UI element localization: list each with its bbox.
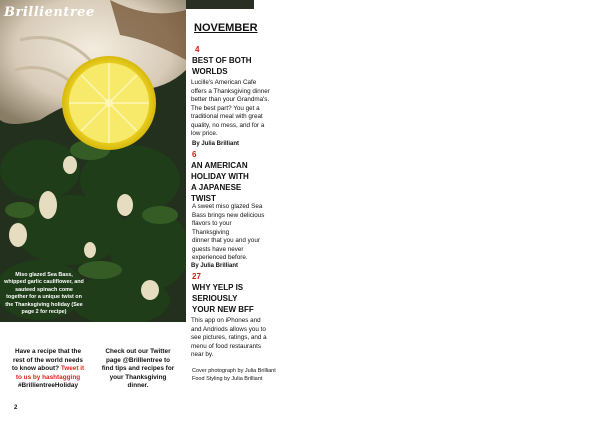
body-line: This app on iPhones and	[191, 317, 261, 324]
body-line: menu of food restaurants	[191, 342, 262, 350]
headline-line: AN AMERICAN	[191, 161, 248, 170]
month-heading: NOVEMBER	[194, 22, 258, 34]
headline-line: WORLDS	[192, 67, 228, 76]
promo-line: your Thanksgiving	[109, 373, 167, 381]
photo-caption: Miso glazed Sea Bass, whipped garlic cauliflower, and sauteed spinach come together for a unique twist on the Thanksgiving holiday (See page 2 for recipe)	[4, 272, 84, 316]
article-day-number: 27	[192, 272, 201, 281]
headline-line: SERIOUSLY	[192, 294, 238, 303]
body-line: Lucille's American Cafe	[191, 79, 257, 86]
headline-line: YOUR NEW BFF	[192, 305, 254, 314]
article-headline	[192, 55, 252, 77]
promo-highlight: Tweet it	[60, 365, 85, 372]
body-line: experienced before.	[192, 254, 248, 261]
body-line: Bass brings new delicious	[192, 211, 265, 219]
credit-line: Cover photograph by Julia Brilliant	[192, 368, 276, 374]
promo-line: Have a recipe that the	[14, 348, 82, 355]
article-headline	[192, 282, 254, 315]
body-line: guests have never	[192, 245, 244, 253]
article-headline	[191, 160, 249, 204]
body-line: flavors to your	[192, 220, 232, 227]
body-line: better than your Grandma's.	[191, 96, 270, 103]
article-body	[191, 79, 270, 139]
headline-line: WHY YELP IS	[192, 283, 244, 292]
twitter-promo	[96, 348, 180, 391]
body-line: The best part? You get a	[191, 104, 260, 112]
hashtag-promo	[6, 348, 90, 391]
body-line: dinner that you and your	[192, 237, 260, 244]
headline-line: BEST OF BOTH	[192, 56, 252, 65]
photo-credits	[192, 368, 276, 383]
body-line: A sweet miso glazed Sea	[192, 203, 263, 210]
body-line: and Andriods allows you to	[191, 325, 266, 333]
article-body	[191, 317, 267, 360]
hashtag-link[interactable]: #BrillientreeHoliday	[17, 382, 79, 389]
promo-text: to know about?	[11, 365, 60, 372]
headline-line: A JAPANESE	[191, 183, 242, 192]
photo-edge-strip	[186, 0, 254, 9]
article-byline: By Julia Brilliant	[192, 141, 240, 147]
promo-line: dinner.	[127, 382, 149, 389]
body-line: low price.	[191, 130, 218, 137]
brand-logo: Brillientree	[4, 5, 95, 20]
page-number: 2	[14, 405, 18, 411]
credit-line: Food Styling by Julia Brilliant	[192, 375, 263, 382]
body-line: Thanksgiving	[192, 228, 230, 236]
twitter-handle[interactable]: page @Brilllentree to	[105, 356, 171, 364]
headline-line: HOLIDAY WITH	[191, 172, 249, 181]
promo-line: find tips and recipes for	[101, 365, 175, 372]
body-line: offers a Thanksgiving dinner	[191, 87, 270, 95]
body-line: see pictures, ratings, and a	[191, 334, 267, 341]
headline-line: TWIST	[191, 194, 216, 203]
promo-line	[6, 365, 90, 374]
promo-highlight: to us by hashtagging	[15, 373, 81, 381]
cover-photo	[0, 0, 186, 322]
article-day-number: 4	[195, 45, 200, 54]
article-byline: By Julia Brilliant	[191, 263, 239, 269]
article-body	[192, 203, 264, 263]
body-line: near by.	[191, 351, 214, 358]
promo-line: rest of the world needs	[13, 356, 83, 364]
article-day-number: 6	[192, 150, 197, 159]
body-line: quality, no mess, and for a	[191, 121, 265, 129]
body-line: traditional meal with great	[191, 113, 263, 120]
promo-line: Check out our Twitter	[105, 348, 171, 355]
